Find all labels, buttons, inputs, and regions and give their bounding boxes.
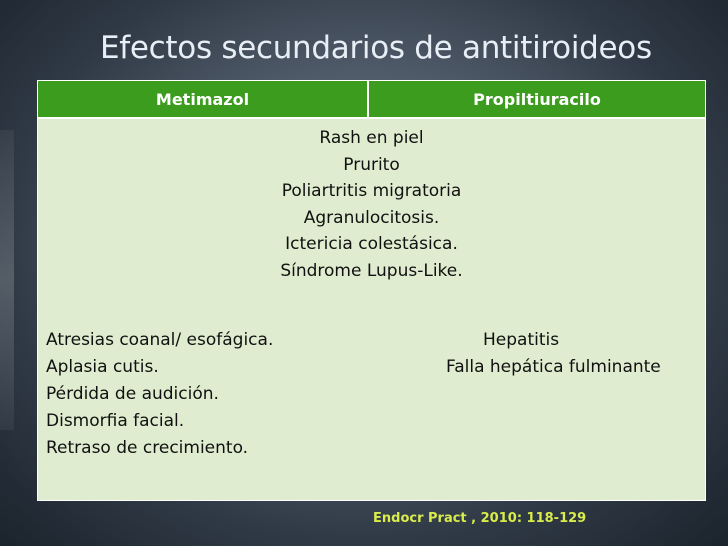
list-item: Retraso de crecimiento. [46, 438, 249, 458]
reference-citation: Endocr Pract , 2010: 118-129 [373, 511, 587, 526]
list-item: Dismorfia facial. [46, 411, 185, 431]
list-item: Agranulocitosis. [303, 207, 440, 228]
list-item: Poliartritis migratoria [281, 181, 462, 201]
list-item: Aplasia cutis. [46, 357, 159, 377]
slide-title: Efectos secundarios de antitiroideos [100, 30, 652, 66]
table-header-row [38, 81, 705, 119]
list-item: Rash en piel [319, 128, 424, 148]
header-propiltiuracilo: Propiltiuracilo [369, 81, 705, 117]
side-effects-table [37, 80, 706, 501]
list-item: Atresias coanal/ esofágica. [46, 330, 274, 350]
side-bar-decoration [0, 130, 14, 430]
list-item: Falla hepática fulminante [446, 357, 661, 377]
list-item: Síndrome Lupus-Like. [280, 260, 463, 281]
metimazol-effects-list [46, 327, 273, 462]
header-metimazol: Metimazol [38, 81, 369, 117]
list-item: Pérdida de audición. [46, 384, 219, 404]
propiltiuracilo-effects-list [443, 327, 703, 381]
common-effects-list [38, 125, 705, 284]
table-body-cell [38, 119, 705, 500]
list-item: Prurito [343, 154, 400, 175]
list-item: Ictericia colestásica. [285, 234, 458, 254]
list-item: Hepatitis [483, 330, 560, 350]
